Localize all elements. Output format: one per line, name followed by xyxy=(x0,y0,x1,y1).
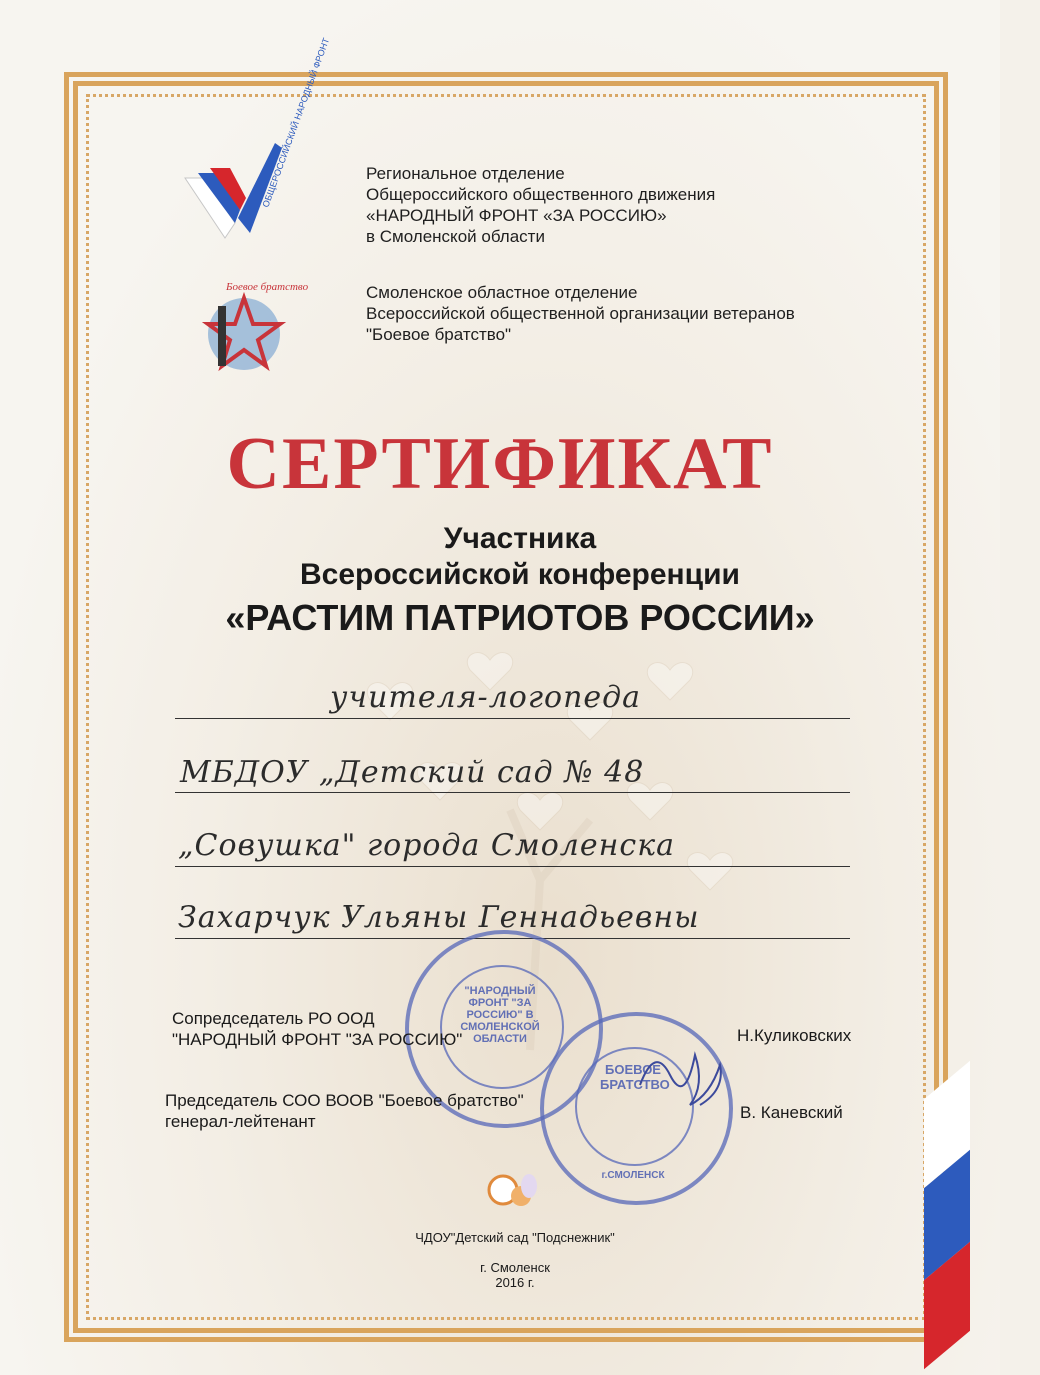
onf-logo-lettering: ОБЩЕРОССИЙСКИЙ НАРОДНЫЙ ФРОНТ xyxy=(260,36,332,209)
signatory1-name: Н.Куликовских xyxy=(737,1026,852,1045)
onf-logo-icon xyxy=(180,36,332,238)
footer-year: 2016 г. xyxy=(495,1275,535,1290)
org1-block xyxy=(366,163,715,247)
handwritten-city: „Совушка" города Смоленска xyxy=(178,828,676,863)
footer-org: ЧДОУ"Детский сад "Подснежник" xyxy=(415,1230,615,1245)
signatory1-org: "НАРОДНЫЙ ФРОНТ "ЗА РОССИЮ" xyxy=(172,1030,463,1049)
signatory2-name: В. Каневский xyxy=(740,1103,843,1122)
boevoe-bratstvo-logo-icon xyxy=(198,276,309,376)
handwritten-institution: МБДОУ „Детский сад № 48 xyxy=(180,755,645,790)
handwritten-name: Захарчук Ульяны Геннадьевны xyxy=(178,900,700,935)
org1-line1: Региональное отделение xyxy=(366,164,565,183)
org2-block xyxy=(366,282,795,345)
signatory1-title: Сопредседатель РО ООД xyxy=(172,1009,375,1028)
conference-name: «РАСТИМ ПАТРИОТОВ РОССИИ» xyxy=(225,597,815,638)
signature-scribble xyxy=(630,1025,740,1125)
bb-logo-lettering: Боевое братство xyxy=(226,281,309,293)
bb-stamp-city: г.СМОЛЕНСК xyxy=(601,1170,665,1181)
subtitle-conference: Всероссийской конференции xyxy=(299,558,740,591)
signatory2-rank: генерал-лейтенант xyxy=(165,1112,316,1131)
signatory2-title: Председатель СОО ВООВ "Боевое братство" xyxy=(165,1091,524,1110)
signatory1-role xyxy=(172,1008,462,1050)
org2-line2: Всероссийской общественной организации ветеранов xyxy=(366,304,795,323)
fill-line-2 xyxy=(175,792,850,793)
org2-line1: Смоленское областное отделение xyxy=(366,283,638,302)
org2-line3: "Боевое братство" xyxy=(366,325,512,344)
flag-ribbon xyxy=(924,1061,970,1370)
signatory2-role xyxy=(165,1090,524,1132)
org1-line2: Общероссийского общественного движения xyxy=(366,185,716,204)
certificate-title: СЕРТИФИКАТ xyxy=(226,423,774,505)
footer-city: г. Смоленск xyxy=(480,1260,550,1275)
kindergarten-logo-icon xyxy=(483,1168,543,1218)
subtitle-participant: Участника xyxy=(443,522,597,555)
org1-line3: «НАРОДНЫЙ ФРОНТ «ЗА РОССИЮ» xyxy=(366,206,667,225)
fill-line-3 xyxy=(175,866,850,867)
org1-line4: в Смоленской области xyxy=(366,227,545,246)
bb-stamp-text: БОЕВОЕ БРАТСТВО xyxy=(600,1062,670,1092)
handwritten-position: учителя-логопеда xyxy=(330,680,642,715)
onf-stamp-text: "НАРОДНЫЙ ФРОНТ "ЗА РОССИЮ" В СМОЛЕНСКОЙ ОБЛАСТИ xyxy=(460,985,540,1045)
fill-line-1 xyxy=(175,718,850,719)
